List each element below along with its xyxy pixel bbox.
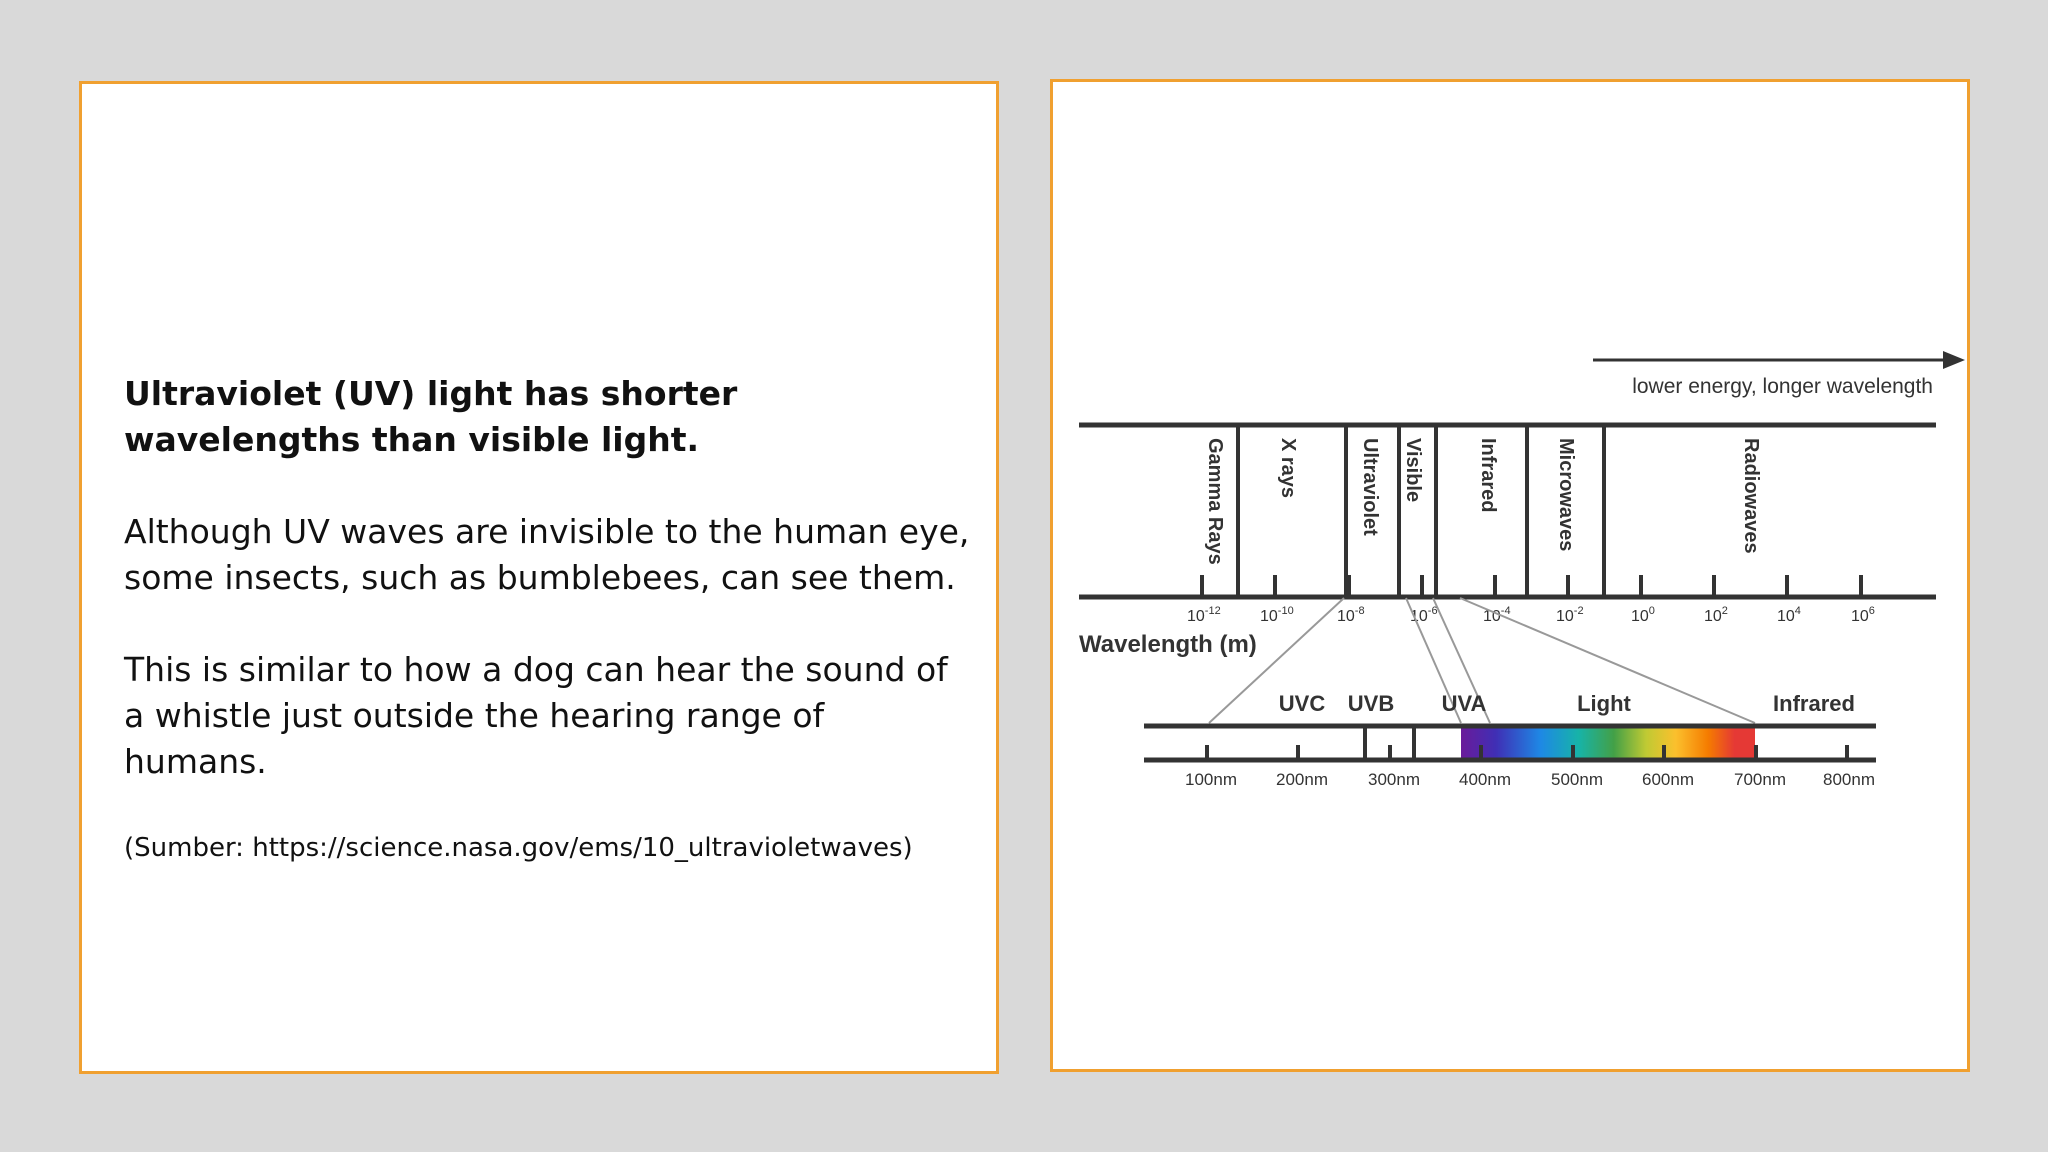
- axis-label-wavelength: Wavelength (m): [1079, 631, 1257, 658]
- zoom-label-light: Light: [1577, 691, 1631, 716]
- wavelength-tick-label: $10^{-10}$: [1260, 605, 1294, 625]
- wavelength-tick-label: $10^0$: [1631, 605, 1655, 625]
- band-label-gamma-rays: Gamma Rays: [1204, 438, 1226, 565]
- band-label-visible: Visible: [1402, 438, 1424, 503]
- arrow-head-icon: [1943, 351, 1965, 369]
- source-citation: (Sumber: https://science.nasa.gov/ems/10_ultravioletwaves): [124, 833, 913, 863]
- zoom-label-uvb: UVB: [1347, 691, 1395, 716]
- wavelength-tick-label: $10^{-2}$: [1556, 605, 1584, 625]
- diagram-panel: [1050, 79, 1970, 1072]
- spectrum-diagram: [1053, 82, 1967, 1069]
- wavelength-tick-label: $10^2$: [1704, 605, 1728, 625]
- zoom-label-uva: UVA: [1441, 691, 1487, 716]
- arrow-label: lower energy, longer wavelength: [1632, 375, 1933, 398]
- band-label-ultraviolet: Ultraviolet: [1359, 438, 1381, 536]
- nm-tick-label: 300nm: [1368, 770, 1420, 789]
- nm-tick-label: 800nm: [1823, 770, 1875, 789]
- paragraph-uv-invisible: Although UV waves are invisible to the human eye, some insects, such as bumblebees, can see them.: [124, 512, 970, 597]
- text-block: [124, 371, 974, 865]
- zoom-label-uvc: UVC: [1278, 691, 1326, 716]
- band-label-radiowaves: Radiowaves: [1740, 438, 1762, 554]
- nm-tick-label: 500nm: [1551, 770, 1603, 789]
- text-panel: [79, 81, 999, 1074]
- wavelength-tick-marks: [1202, 575, 1861, 597]
- wavelength-tick-label: $10^4$: [1777, 605, 1801, 625]
- wavelength-tick-label: $10^{-6}$: [1410, 605, 1438, 625]
- nm-tick-label: 400nm: [1459, 770, 1511, 789]
- heading: Ultraviolet (UV) light has shorter wavelengths than visible light.: [124, 374, 738, 459]
- zoom-label-infrared: Infrared: [1773, 691, 1855, 716]
- band-label-infrared: Infrared: [1477, 438, 1499, 513]
- band-label-microwaves: Microwaves: [1555, 438, 1577, 552]
- paragraph-dog-whistle: This is similar to how a dog can hear the sound of a whistle just outside the hearing range of humans.: [124, 650, 948, 781]
- wavelength-tick-label: $10^6$: [1851, 605, 1875, 625]
- wavelength-tick-label: $10^{-12}$: [1187, 605, 1221, 625]
- nm-tick-label: 200nm: [1276, 770, 1328, 789]
- band-label-x-rays: X rays: [1277, 438, 1299, 499]
- visible-spectrum-band: [1461, 728, 1755, 758]
- wavelength-tick-label: $10^{-8}$: [1337, 605, 1365, 625]
- nm-tick-label: 600nm: [1642, 770, 1694, 789]
- nm-tick-label: 100nm: [1185, 770, 1237, 789]
- wavelength-tick-label: $10^{-4}$: [1483, 605, 1511, 625]
- nm-tick-label: 700nm: [1734, 770, 1786, 789]
